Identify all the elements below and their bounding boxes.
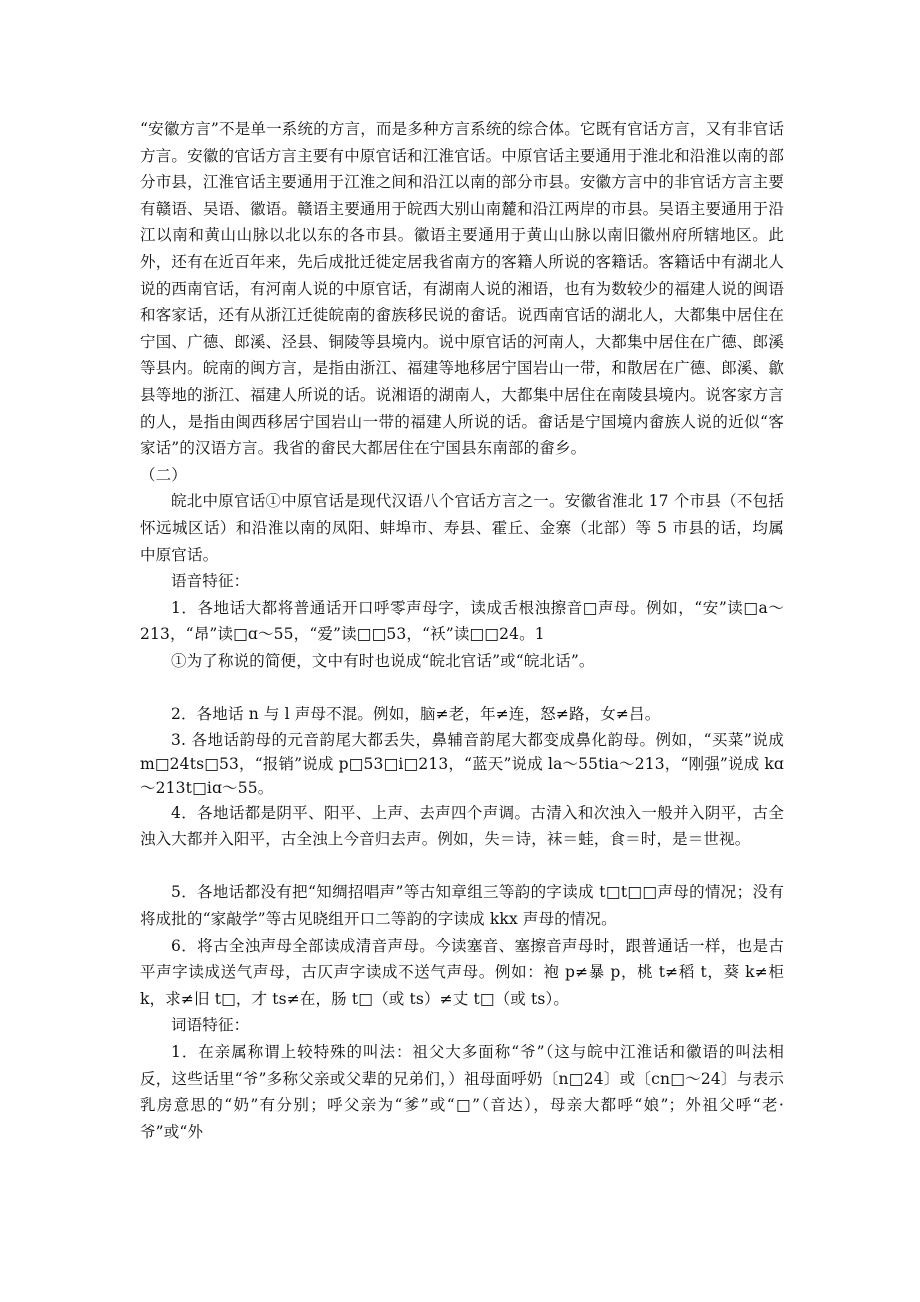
phonetic-feature-4: 4．各地话都是阴平、阳平、上声、去声四个声调。古清入和次浊入一般并入阴平，古全浊入大都并入阳平，古全浊上今音归去声。例如，失＝诗，袜＝蛙，食＝时，是＝世视。 (140, 803, 784, 849)
footnote-1: ①为了称说的简便，文中有时也说成“皖北官话”或“皖北话”。 (171, 651, 595, 670)
phonetic-feature-1: 1．各地话大都将普通话开口呼零声母字，读成舌根浊擦音□声母。例如，“安”读□a～213，“昂”读□ɑ～55，“爱”读□□53，“袄”读□□24。1 (140, 598, 784, 644)
vocabulary-feature-1: 1．在亲属称谓上较特殊的叫法：祖父大多面称“爷”（这与皖中江淮话和徽语的叫法相反，这些话里“爷”多称父亲或父辈的兄弟们，）祖母面呼奶〔n□24〕或〔cn□～24〕与表示乳房意思的“奶”有分别；呼父亲为“爹”或“□”（音达），母亲大都呼“娘”；外祖父呼“老·爷”或“外 (140, 1043, 784, 1141)
phonetics-heading: 语音特征： (171, 572, 250, 591)
document-body (140, 116, 784, 1145)
phonetic-feature-2: 2．各地话 n 与 l 声母不混。例如，脑≠老，年≠连，怒≠路，女≠吕。 (171, 705, 661, 724)
blank-line (140, 674, 784, 701)
phonetic-feature-3: 3. 各地话韵母的元音韵尾大都丢失，鼻辅音韵尾大都变成鼻化韵母。例如，“买菜”说成 m□24ts□53，“报销”说成 p□53□i□213，“蓝天”说成 la～55tia～213，“刚强”说成 kɑ～213t□iɑ～55。 (140, 730, 784, 797)
vocabulary-heading: 词语特征： (171, 1016, 250, 1035)
blank-line (140, 853, 784, 880)
phonetic-feature-6: 6．将古全浊声母全部读成清音声母。今读塞音、塞擦音声母时，跟普通话一样，也是古平声字读成送气声母，古仄声字读成不送气声母。例如：袍 p≠暴 p，桃 t≠稻 t，葵 k≠柜 k，求≠旧 t□，才 ts≠在，肠 t□（或 ts）≠丈 t□（或 ts）。 (140, 936, 784, 1008)
paragraph-central-plains: 皖北中原官话①中原官话是现代汉语八个官话方言之一。安徽省淮北 17 个市县（不包括怀远城区话）和沿淮以南的凤阳、蚌埠市、寿县、霍丘、金寨（北部）等 5 市县的话，均属中原官话。 (140, 492, 784, 564)
paragraph-intro: “安徽方言”不是单一系统的方言，而是多种方言系统的综合体。它既有官话方言，又有非官话方言。安徽的官话方言主要有中原官话和江淮官话。中原官话主要通用于淮北和沿淮以南的部分市县，江淮官话主要通用于江淮之间和沿江以南的部分市县。安徽方言中的非官话方言主要有赣语、吴语、徽语。赣语主要通用于皖西大别山南麓和沿江两岸的市县。吴语主要通用于沿江以南和黄山山脉以北以东的各市县。徽语主要通用于黄山山脉以南旧徽州府所辖地区。此外，还有在近百年来，先后成批迁徙定居我省南方的客籍人所说的客籍话。客籍话中有湖北人说的西南官话，有河南人说的中原官话，有湖南人说的湘语，也有为数较少的福建人说的闽语和客家话，还有从浙江迁徙皖南的畲族移民说的畲话。说西南官话的湖北人，大都集中居住在宁国、广德、郎溪、泾县、铜陵等县境内。说中原官话的河南人，大都集中居住在广德、郎溪等县内。皖南的闽方言，是指由浙江、福建等地移居宁国岩山一带，和散居在广德、郎溪、歙县等地的浙江、福建人所说的话。说湘语的湖南人，大都集中居住在南陵县境内。说客家方言的人，是指由闽西移居宁国岩山一带的福建人所说的话。畲话是宁国境内畲族人说的近似“客家话”的汉语方言。我省的畲民大都居住在宁国县东南部的畲乡。 (140, 120, 784, 458)
phonetic-feature-5: 5．各地话都没有把“知绸招唱声”等古知章组三等韵的字读成 t□t□□声母的情况；没有将成批的“家敲学”等古见晓组开口二等韵的字读成 kkx 声母的情况。 (140, 883, 784, 929)
section-heading: （二） (140, 465, 187, 484)
